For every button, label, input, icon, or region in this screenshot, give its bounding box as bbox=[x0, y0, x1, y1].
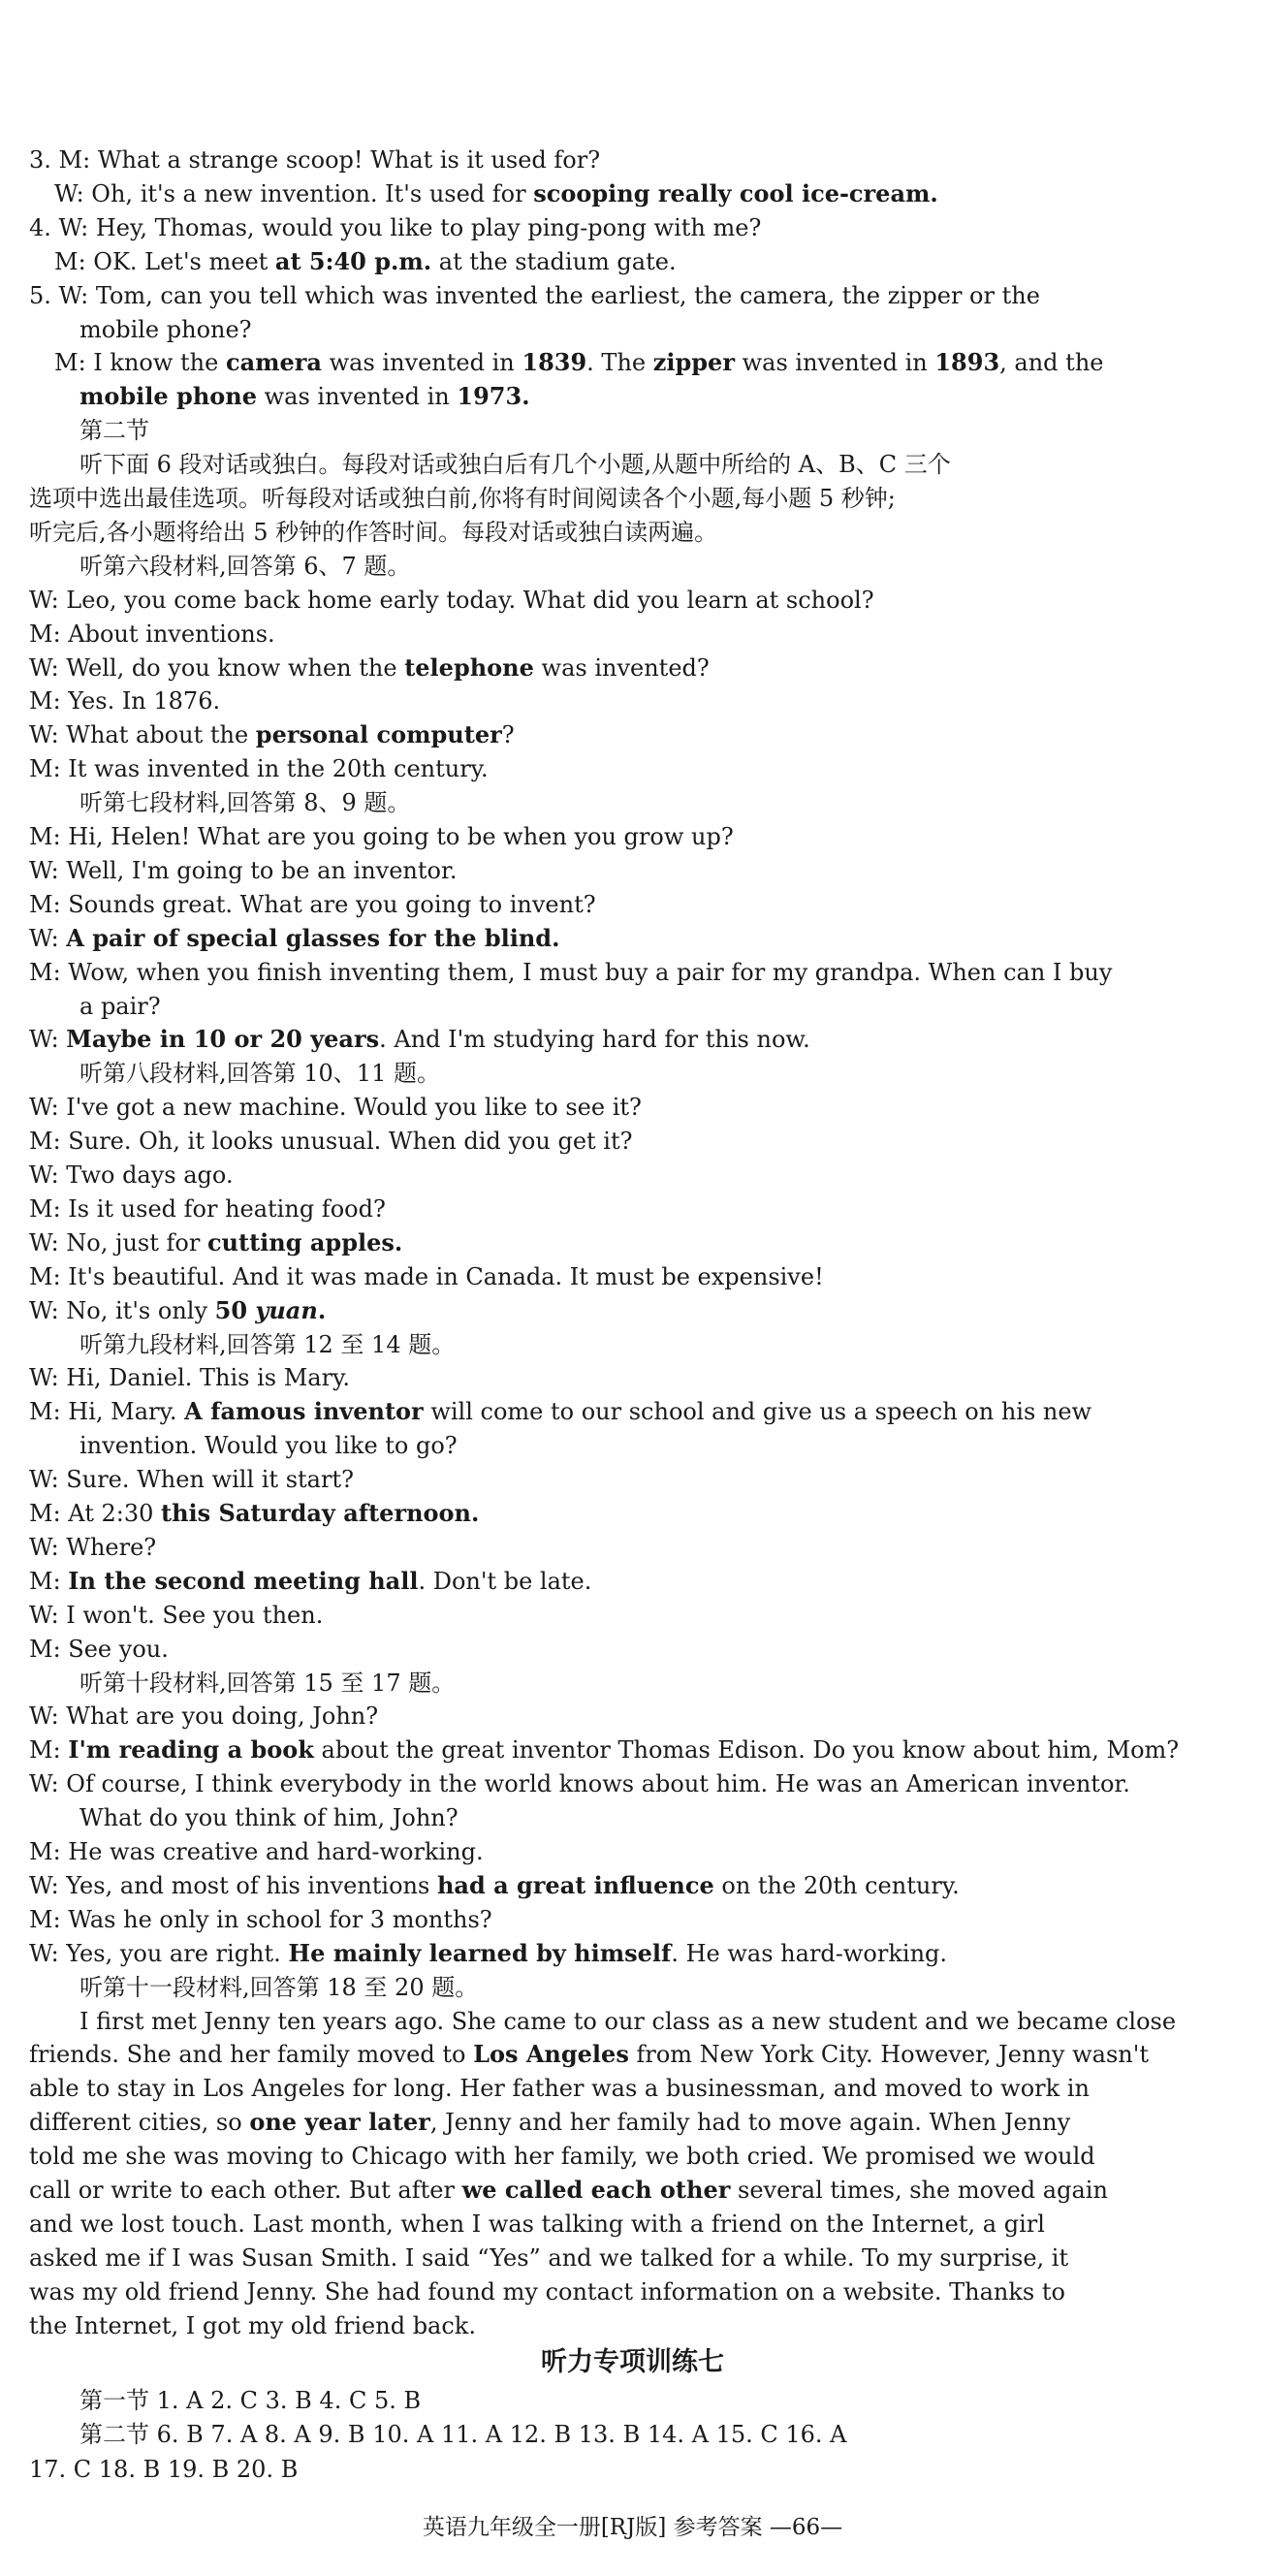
text-run: . Don't be late. bbox=[418, 1567, 592, 1595]
text-line bbox=[29, 2309, 1265, 2342]
text-run: 3. M: What a strange scoop! What is it used for? bbox=[29, 146, 601, 174]
text-line bbox=[79, 786, 1265, 819]
text-run: told me she was moving to Chicago with her family, we both cried. We promised we would bbox=[29, 2143, 1095, 2171]
text-line bbox=[79, 1667, 1265, 1700]
text-run: W: bbox=[29, 1026, 67, 1054]
text-line bbox=[29, 1531, 1265, 1564]
text-line bbox=[79, 1801, 1265, 1834]
emphasized-text: at 5:40 p.m. bbox=[274, 246, 432, 275]
text-line bbox=[29, 1125, 1265, 1158]
emphasized-text: 50 bbox=[214, 1295, 256, 1324]
text-line bbox=[29, 1565, 1265, 1598]
text-line bbox=[29, 1226, 1265, 1259]
text-run: W: bbox=[29, 924, 67, 952]
text-line bbox=[29, 1835, 1265, 1868]
emphasized-text: camera bbox=[225, 348, 322, 377]
text-run: 选项中选出最佳选项。听每段对话或独白前,你将有时间阅读各个小题,每小题 5 秒钟; bbox=[29, 485, 896, 512]
text-run: W: What are you doing, John? bbox=[29, 1702, 379, 1731]
emphasized-text: A pair of special glasses for the blind. bbox=[66, 923, 560, 952]
text-line bbox=[29, 1700, 1265, 1733]
text-line bbox=[29, 1599, 1265, 1632]
text-line bbox=[29, 922, 1265, 955]
text-line bbox=[29, 482, 1265, 515]
text-line bbox=[79, 2418, 1265, 2451]
text-run: was invented? bbox=[533, 653, 710, 682]
text-run: I first met Jenny ten years ago. She came to our class as a new student and we became close bbox=[79, 2007, 1177, 2035]
text-line bbox=[29, 211, 1265, 244]
text-line bbox=[29, 2106, 1265, 2139]
text-run: , Jenny and her family had to move again. When Jenny bbox=[429, 2109, 1071, 2137]
text-run: 听第六段材料,回答第 6、7 题。 bbox=[79, 552, 411, 580]
text-run: different cities, so bbox=[29, 2109, 250, 2137]
emphasized-text: . bbox=[317, 1295, 327, 1324]
text-line bbox=[79, 414, 1265, 447]
text-run: 听完后,各小题将给出 5 秒钟的作答时间。每段对话或独白读两遍。 bbox=[29, 518, 718, 546]
text-line bbox=[29, 718, 1265, 751]
text-run: M: OK. Let's meet bbox=[54, 247, 275, 275]
emphasized-text: zipper bbox=[652, 348, 735, 377]
text-run: 4. W: Hey, Thomas, would you like to play ping-pong with me? bbox=[29, 213, 762, 241]
text-line bbox=[29, 1395, 1265, 1428]
text-line bbox=[29, 1633, 1265, 1666]
text-run: M: Sounds great. What are you going to invent? bbox=[29, 890, 596, 918]
text-run: at the stadium gate. bbox=[431, 247, 677, 275]
text-run: W: Yes, you are right. bbox=[29, 1939, 289, 1967]
text-run: ? bbox=[501, 721, 515, 749]
text-run: M: It was invented in the 20th century. bbox=[29, 755, 489, 783]
text-run: M: bbox=[29, 1567, 69, 1595]
emphasized-text: this Saturday afternoon. bbox=[161, 1499, 480, 1527]
text-run: M: Sure. Oh, it looks unusual. When did you get it? bbox=[29, 1128, 633, 1156]
text-line bbox=[29, 854, 1265, 887]
text-line bbox=[79, 1429, 1265, 1462]
text-run: 听第十段材料,回答第 15 至 17 题。 bbox=[79, 1669, 456, 1697]
text-run: W: Well, do you know when the bbox=[29, 653, 405, 682]
text-run: W: Oh, it's a new invention. It's used for bbox=[54, 179, 534, 207]
text-line bbox=[79, 313, 1265, 346]
text-run: W: No, it's only bbox=[29, 1296, 215, 1324]
text-line bbox=[29, 2453, 1265, 2486]
text-run: will come to our school and give us a speech on his new bbox=[423, 1398, 1092, 1426]
text-run: What do you think of him, John? bbox=[79, 1804, 459, 1832]
text-run: on the 20th century. bbox=[713, 1871, 960, 1899]
text-run: 第二节 6. B 7. A 8. A 9. B 10. A 11. A 12. B 13. B 14. A 15. C 16. A bbox=[79, 2421, 847, 2448]
text-run: . He was hard-working. bbox=[671, 1939, 948, 1967]
text-run: was invented in bbox=[321, 349, 522, 377]
emphasized-text: He mainly learned by himself bbox=[288, 1938, 672, 1967]
text-run: call or write to each other. But after bbox=[29, 2177, 462, 2204]
text-run: 听力专项训练七 bbox=[541, 2347, 724, 2377]
text-run: W: Well, I'm going to be an inventor. bbox=[29, 856, 458, 884]
emphasized-text: scooping really cool ice-cream. bbox=[533, 178, 938, 207]
emphasized-text: Maybe in 10 or 20 years bbox=[66, 1025, 380, 1054]
text-run: W: I've got a new machine. Would you like to see it? bbox=[29, 1094, 642, 1122]
text-run: M: See you. bbox=[29, 1635, 169, 1663]
text-line bbox=[29, 1733, 1265, 1766]
text-line bbox=[29, 1497, 1265, 1530]
text-line bbox=[29, 1767, 1265, 1800]
text-line bbox=[29, 684, 1265, 717]
text-run: M: About inventions. bbox=[29, 620, 275, 648]
text-line bbox=[29, 618, 1265, 651]
emphasized-text: 1893 bbox=[934, 348, 1000, 377]
text-line bbox=[29, 752, 1265, 785]
text-line bbox=[29, 2072, 1265, 2105]
text-run: W: I won't. See you then. bbox=[29, 1601, 324, 1629]
page-footer: 英语九年级全一册[RJ版] 参考答案 —66— bbox=[422, 2515, 843, 2540]
emphasized-text: yuan bbox=[255, 1295, 318, 1324]
text-line bbox=[29, 1903, 1265, 1936]
text-line bbox=[79, 1057, 1265, 1090]
emphasized-text: A famous inventor bbox=[184, 1397, 424, 1426]
text-line bbox=[29, 1193, 1265, 1225]
text-run: was invented in bbox=[257, 383, 458, 411]
text-line bbox=[29, 2140, 1265, 2173]
text-line bbox=[29, 888, 1265, 921]
text-run: M: Was he only in school for 3 months? bbox=[29, 1905, 492, 1933]
text-line bbox=[54, 346, 1265, 379]
emphasized-text: Los Angeles bbox=[473, 2040, 629, 2069]
text-run: W: Of course, I think everybody in the world knows about him. He was an American inventor. bbox=[29, 1770, 1130, 1798]
emphasized-text: 1839 bbox=[522, 348, 587, 377]
text-line bbox=[29, 279, 1265, 312]
text-run: M: At 2:30 bbox=[29, 1500, 161, 1527]
text-line bbox=[29, 1023, 1265, 1056]
text-run: M: Wow, when you finish inventing them, I must buy a pair for my grandpa. When can I buy bbox=[29, 958, 1113, 986]
text-run: invention. Would you like to go? bbox=[79, 1432, 458, 1460]
text-line bbox=[29, 2174, 1265, 2207]
text-run: M: bbox=[29, 1736, 69, 1765]
text-run: W: Where? bbox=[29, 1533, 157, 1561]
text-line bbox=[29, 143, 1265, 176]
text-line bbox=[29, 2038, 1265, 2071]
text-run: 听下面 6 段对话或独白。每段对话或独白后有几个小题,从题中所给的 A、B、C 三个 bbox=[79, 451, 951, 479]
emphasized-text: 1973. bbox=[457, 382, 530, 411]
text-run: W: Leo, you come back home early today. What did you learn at school? bbox=[29, 586, 874, 614]
text-run: M: Hi, Mary. bbox=[29, 1398, 185, 1426]
text-run: 第一节 1. A 2. C 3. B 4. C 5. B bbox=[79, 2387, 422, 2414]
text-run: 听第八段材料,回答第 10、11 题。 bbox=[79, 1060, 440, 1088]
text-line bbox=[29, 2275, 1265, 2308]
text-line bbox=[29, 1937, 1265, 1970]
text-line bbox=[29, 820, 1265, 853]
text-run: 17. C 18. B 19. B 20. B bbox=[29, 2456, 299, 2483]
text-run: the Internet, I got my old friend back. bbox=[29, 2311, 476, 2339]
emphasized-text: telephone bbox=[404, 652, 534, 682]
text-run: able to stay in Los Angeles for long. Her father was a businessman, and moved to work in bbox=[29, 2075, 1090, 2103]
text-run: 5. W: Tom, can you tell which was invented the earliest, the camera, the zipper or the bbox=[29, 281, 1040, 309]
text-line bbox=[54, 245, 1265, 278]
text-line bbox=[29, 1260, 1265, 1293]
text-line bbox=[29, 1463, 1265, 1496]
text-run: 第二节 bbox=[79, 417, 149, 445]
text-line bbox=[29, 584, 1265, 617]
text-run: M: Yes. In 1876. bbox=[29, 687, 221, 716]
emphasized-text: In the second meeting hall bbox=[68, 1566, 419, 1595]
text-line bbox=[79, 448, 1265, 481]
text-run: several times, she moved again bbox=[730, 2177, 1108, 2204]
emphasized-text: had a great influence bbox=[436, 1870, 714, 1899]
text-line bbox=[79, 990, 1265, 1023]
text-line bbox=[79, 1971, 1265, 2004]
text-run: was invented in bbox=[734, 349, 935, 377]
text-line bbox=[29, 2242, 1265, 2274]
text-run: M: He was creative and hard-working. bbox=[29, 1838, 484, 1865]
text-line bbox=[29, 1869, 1265, 1902]
text-line bbox=[29, 2208, 1265, 2241]
text-line bbox=[29, 1091, 1265, 1124]
text-run: mobile phone? bbox=[79, 315, 252, 343]
text-run: W: Sure. When will it start? bbox=[29, 1466, 354, 1494]
text-run: from New York City. However, Jenny wasn't bbox=[628, 2041, 1149, 2069]
text-run: M: Is it used for heating food? bbox=[29, 1194, 386, 1223]
text-run: M: It's beautiful. And it was made in Canada. It must be expensive! bbox=[29, 1262, 824, 1290]
text-run: and we lost touch. Last month, when I was talking with a friend on the Internet, a girl bbox=[29, 2210, 1045, 2238]
text-line bbox=[29, 1294, 1265, 1327]
text-line bbox=[79, 380, 1265, 413]
text-run: M: Hi, Helen! What are you going to be when you grow up? bbox=[29, 823, 734, 850]
text-line bbox=[54, 177, 1265, 210]
text-run: about the great inventor Thomas Edison. Do you know about him, Mom? bbox=[313, 1736, 1180, 1765]
text-run: a pair? bbox=[79, 992, 161, 1020]
text-run: M: I know the bbox=[54, 349, 226, 377]
text-run: W: No, just for bbox=[29, 1228, 207, 1256]
text-line bbox=[79, 550, 1265, 583]
text-line bbox=[79, 2005, 1265, 2038]
text-run: W: Hi, Daniel. This is Mary. bbox=[29, 1364, 351, 1392]
emphasized-text: we called each other bbox=[461, 2176, 731, 2204]
text-run: W: Yes, and most of his inventions bbox=[29, 1871, 437, 1899]
emphasized-text: personal computer bbox=[255, 720, 502, 749]
text-line bbox=[79, 1328, 1265, 1361]
emphasized-text: I'm reading a book bbox=[68, 1735, 314, 1765]
text-line bbox=[79, 2384, 1265, 2417]
text-line bbox=[29, 956, 1265, 989]
text-run: , and the bbox=[999, 349, 1104, 377]
text-run: 听第七段材料,回答第 8、9 题。 bbox=[79, 789, 411, 817]
emphasized-text: one year later bbox=[249, 2108, 430, 2137]
text-run: 听第九段材料,回答第 12 至 14 题。 bbox=[79, 1330, 456, 1358]
text-run: W: Two days ago. bbox=[29, 1161, 234, 1189]
text-run: asked me if I was Susan Smith. I said “Yes” and we talked for a while. To my surprise, it bbox=[29, 2243, 1069, 2272]
text-run: . The bbox=[586, 349, 653, 377]
text-run: friends. She and her family moved to bbox=[29, 2041, 474, 2069]
text-run: . And I'm studying hard for this now. bbox=[379, 1026, 810, 1054]
text-line bbox=[29, 516, 1265, 549]
emphasized-text: mobile phone bbox=[79, 382, 257, 411]
text-line bbox=[29, 1159, 1265, 1192]
text-run: 听第十一段材料,回答第 18 至 20 题。 bbox=[79, 1973, 479, 2001]
text-run: W: What about the bbox=[29, 721, 256, 749]
text-line bbox=[29, 652, 1265, 684]
emphasized-text: cutting apples. bbox=[206, 1227, 403, 1256]
section-title bbox=[0, 2346, 1265, 2379]
text-line bbox=[29, 1361, 1265, 1394]
text-run: was my old friend Jenny. She had found my contact information on a website. Thanks to bbox=[29, 2277, 1065, 2306]
